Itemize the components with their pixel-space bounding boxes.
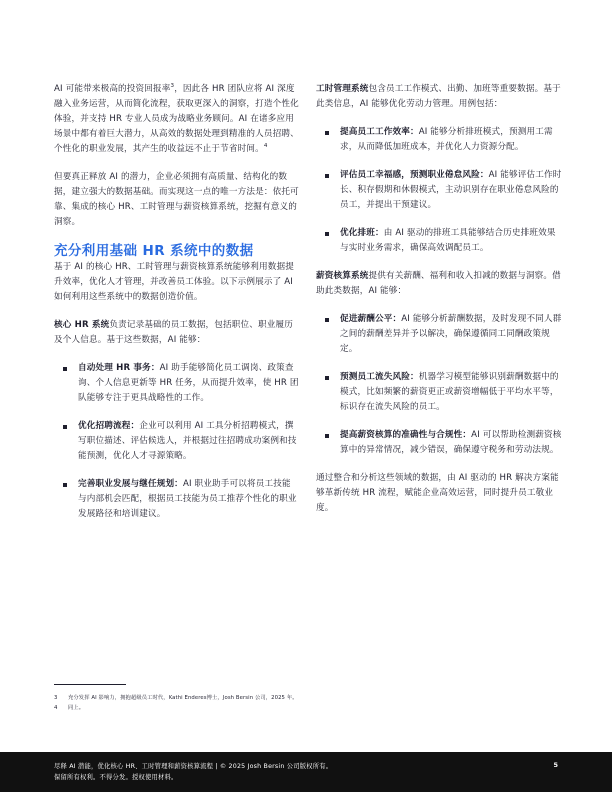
- section-heading: 充分利用基础 HR 系统中的数据: [54, 243, 254, 259]
- list-item: 促进薪酬公平：AI 能够分析薪酬数据，及时发现不同人群之间的薪酬差异并予以解决，确保遵循同工同酬政策规定。: [340, 312, 564, 357]
- payroll-paragraph: 薪资核算系统提供有关薪酬、福利和收入扣减的数据与洞察。借助此类数据，AI 能够：: [316, 271, 561, 296]
- list-item: 评估员工幸福感，预测职业倦怠风险：AI 能够评估工作时长、积存假期和休假模式，主动识别存在职业倦怠风险的员工，并提出干预建议。: [340, 168, 564, 213]
- footnote-ref-4[interactable]: 4: [263, 143, 268, 149]
- footnote-divider: [54, 684, 126, 685]
- conclusion-paragraph: 通过整合和分析这些领域的数据，由 AI 驱动的 HR 解决方案能够革新传统 HR 流程，赋能企业高效运营，同时提升员工敬业度。: [316, 473, 559, 513]
- footnotes: [54, 693, 354, 713]
- list-item: 提高员工工作效率：AI 能够分析排班模式，预测用工需求，从而降低加班成本，并优化人力资源分配。: [340, 125, 564, 155]
- right-column: [316, 82, 564, 529]
- footnote-3: 3 充分发挥 AI 影响力，拥抱超级员工时代，Kathi Enderes博士，Josh Bersin 公司，2025 年。: [54, 695, 298, 701]
- time-management-list: [316, 125, 564, 256]
- list-item: 自动处理 HR 事务：AI 助手能够简化员工调岗、政策查询、个人信息更新等 HR 任务，从而提升效率，使 HR 团队能够专注于更具战略性的工作。: [78, 361, 299, 406]
- core-hr-paragraph: 核心 HR 系统负责记录基础的员工数据，包括职位、职业履历及个人信息。基于这些数据，AI 能够：: [54, 320, 293, 345]
- list-item: 优化招聘流程：企业可以利用 AI 工具分析招聘模式，撰写职位描述、评估候选人，并根据过往招聘成功案例和技能预测，优化人才寻源策略。: [78, 419, 299, 464]
- footer-line-1: 尽释 AI 潜能，优化核心 HR、工时管理和薪资核算流程 | © 2025 Josh Bersin 公司版权所有。: [54, 763, 333, 770]
- section-intro-paragraph: 基于 AI 的核心 HR、工时管理与薪资核算系统能够利用数据提升效率，优化人才管理，并改善员工体验。以下示例展示了 AI 如何利用这些系统中的数据创造价值。: [54, 262, 294, 302]
- footnote-4: 4 同上。: [54, 705, 85, 711]
- data-foundation-paragraph: 但要真正释放 AI 的潜力，企业必须拥有高质量、结构化的数据，建立强大的数据基础。而实现这一点的唯一方法是：依托可靠、集成的核心 HR、工时管理与薪资核算系统，挖掘有意义的洞察。: [54, 172, 299, 227]
- payroll-list: [316, 312, 564, 458]
- core-hr-list: [54, 361, 299, 522]
- list-item: 提高薪资核算的准确性与合规性：AI 可以帮助检测薪资核算中的异常情况，减少错误，确保遵守税务和劳动法规。: [340, 428, 564, 458]
- page-number: 5: [553, 761, 558, 769]
- intro-paragraph: AI 可能带来极高的投资回报率$^3$，因此各 HR 团队应将 AI 深度融入业务运营，从而简化流程，获取更深入的洞察，打造个性化体验，并支持 HR 专业人员成为战略业务顾问。AI 在诸多应用场景中都有着巨大潜力，从高效的数据处理到精准的人员招聘、个性化的职业发展，其产生的收益远不止于节省时间。$^4$: [54, 83, 299, 154]
- list-item: 完善职业发展与继任规划：AI 职业助手可以将员工技能与内部机会匹配，根据员工技能为员工推荐个性化的职业发展路径和培训建议。: [78, 477, 299, 522]
- footer-text: [54, 761, 332, 783]
- time-management-paragraph: 工时管理系统包含员工工作模式、出勤、加班等重要数据。基于此类信息，AI 能够优化劳动力管理。用例包括：: [316, 84, 561, 109]
- page-footer: [0, 752, 612, 792]
- footer-line-2: 保留所有权利。不得分发。授权使用材料。: [54, 774, 178, 781]
- footnote-ref-3[interactable]: 3: [170, 83, 175, 89]
- list-item: 预测员工流失风险：机器学习模型能够识别薪酬数据中的模式，比如频繁的薪资更正或薪资增幅低于平均水平等，标识存在流失风险的员工。: [340, 370, 564, 415]
- list-item: 优化排班：由 AI 驱动的排班工具能够结合历史排班效果与实时业务需求，确保高效调配员工。: [340, 226, 564, 256]
- left-column: [54, 82, 299, 535]
